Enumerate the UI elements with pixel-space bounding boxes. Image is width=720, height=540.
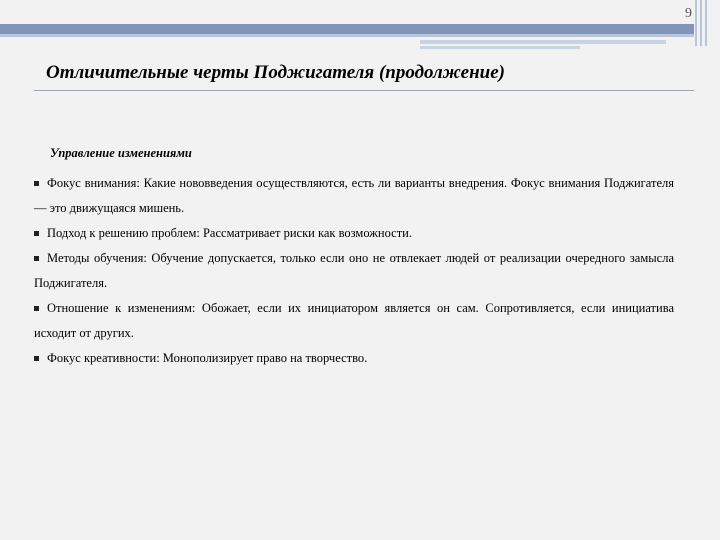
header-vertical-line [695,0,697,46]
page-number: 9 [685,6,692,21]
square-bullet-icon [34,256,39,261]
list-item [34,296,674,346]
list-item [34,171,674,221]
square-bullet-icon [34,306,39,311]
list-item [34,346,674,371]
header-stripe [420,46,580,49]
page-title: Отличительные черты Поджигателя (продолжение) [46,62,505,83]
square-bullet-icon [34,181,39,186]
list-item-text: Фокус креативности: Монополизирует право на творчество. [47,351,368,365]
list-item-text: Методы обучения: Обучение допускается, только если оно не отвлекает людей от реализации очередного замысла Поджигателя. [34,251,674,290]
header-bar [0,24,694,34]
list-item-text: Отношение к изменениям: Обожает, если их инициатором является он сам. Сопротивляется, если инициатива исходит от других. [34,301,674,340]
section-subheading: Управление изменениями [50,146,192,160]
square-bullet-icon [34,356,39,361]
header-bar-accent [0,34,694,37]
square-bullet-icon [34,231,39,236]
header-vertical-line [705,0,707,46]
title-divider [34,90,694,91]
slide-content [34,146,674,371]
list-item-text: Подход к решению проблем: Рассматривает риски как возможности. [47,226,412,240]
list-item [34,246,674,296]
header-vertical-line [700,0,702,46]
list-item [34,221,674,246]
bullet-list [34,171,674,371]
list-item-text: Фокус внимания: Какие нововведения осуществляются, есть ли варианты внедрения. Фокус внимания Поджигателя — это движущаяся мишень. [34,176,674,215]
header-stripe [420,40,666,44]
